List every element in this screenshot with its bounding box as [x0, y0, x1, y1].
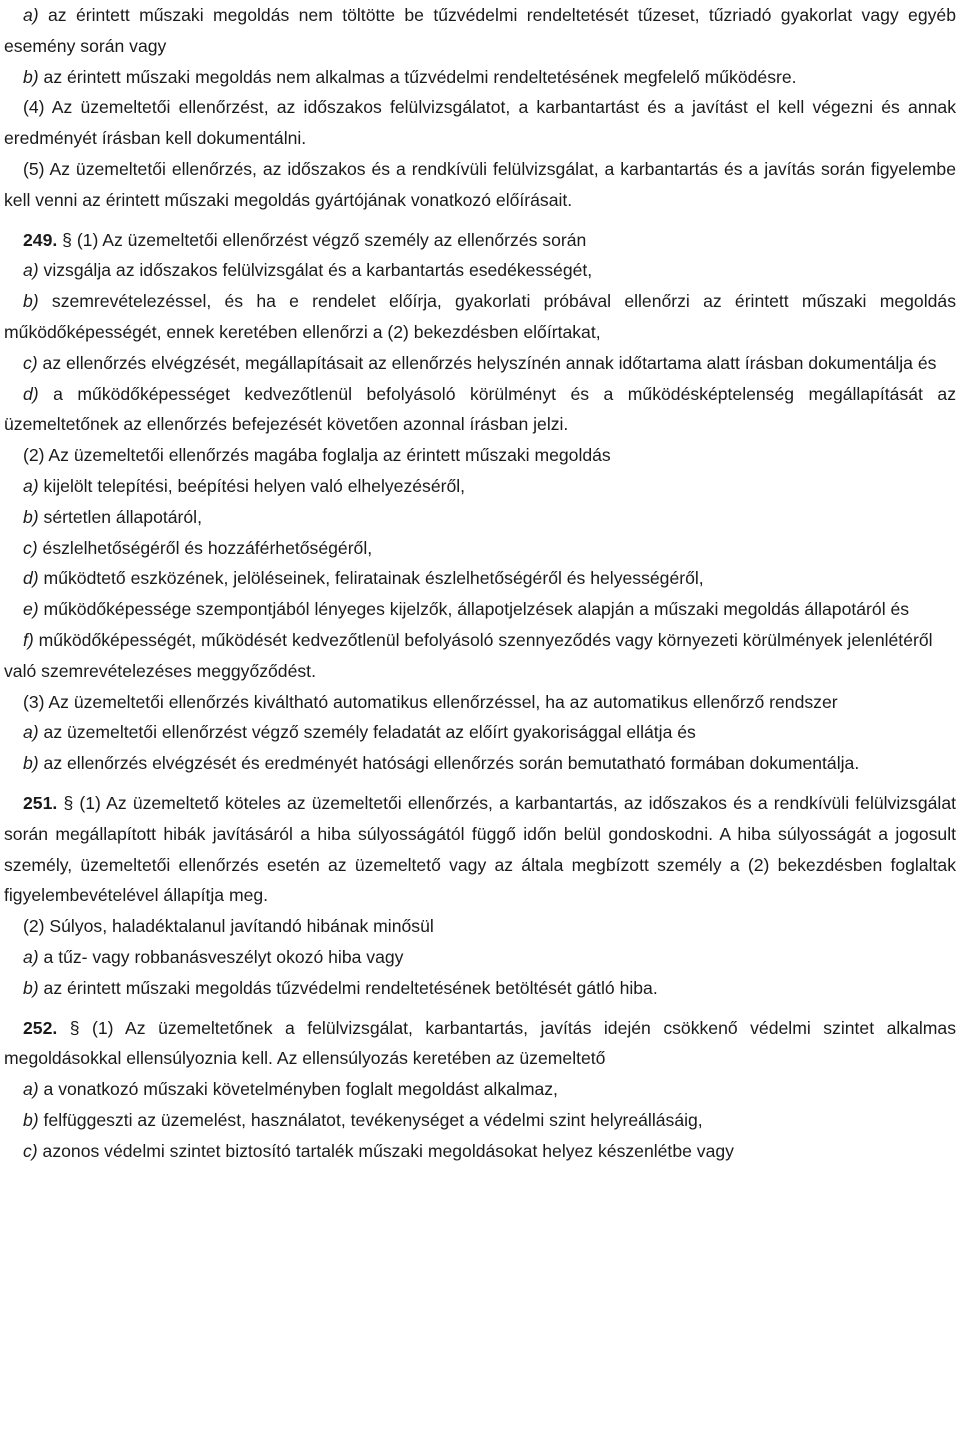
item-label: c)	[23, 537, 38, 558]
item-text: az ellenőrzés elvégzését, megállapításait az ellenőrzés helyszínén annak időtartama alatt írásban dokumentálja és	[37, 352, 937, 373]
item-label: b)	[23, 977, 39, 998]
item-text: sértetlen állapotáról,	[38, 506, 202, 527]
section-text: (1) Az üzemeltető köteles az üzemeltetői ellenőrzés, a karbantartás, az időszakos és a rendkívüli felülvizsgálat során megállapított hibák javításáról a hiba súlyosságától függő időn belül gondoskodni. A hiba súlyosságát a jogosult személy, üzemeltetői ellenőrzés esetén az üzemeltető vagy az általa megbízott személy a (2) bekezdésben foglaltak figyelembevételével állapítja meg.	[4, 792, 956, 906]
item-label: a)	[23, 475, 39, 496]
list-item	[4, 942, 956, 973]
list-item	[4, 348, 956, 379]
section-paragraph	[4, 225, 956, 256]
list-item	[4, 533, 956, 564]
list-item	[4, 1074, 956, 1105]
paragraph: (5) Az üzemeltetői ellenőrzés, az időszakos és a rendkívüli felülvizsgálat, a karbantartás és a javítás során figyelembe kell venni az érintett műszaki megoldás gyártójának vonatkozó előírásait.	[4, 158, 956, 210]
section-text: (1) Az üzemeltetői ellenőrzést végző személy az ellenőrzés során	[71, 229, 587, 250]
item-label: d)	[23, 383, 39, 404]
section-number: 251.	[23, 792, 58, 813]
item-text: működőképességét, működését kedvezőtlenül befolyásoló szennyeződés vagy környezeti körülmények jelenlétéről	[33, 629, 933, 650]
list-item	[4, 973, 956, 1004]
item-text: a vonatkozó műszaki követelményben foglalt megoldást alkalmaz,	[38, 1079, 558, 1100]
item-text: észlelhetőségéről és hozzáférhetőségéről,	[37, 537, 373, 558]
list-item	[4, 748, 956, 779]
item-label: a)	[23, 1079, 39, 1100]
item-text: szemrevételezéssel, és ha e rendelet előírja, gyakorlati próbával ellenőrzi az érintett műszaki megoldás működőképességét, ennek keretében ellenőrzi a (2) bekezdésben előírtakat,	[4, 291, 956, 342]
section-symbol: §	[62, 229, 72, 250]
paragraph: (4) Az üzemeltetői ellenőrzést, az időszakos felülvizsgálatot, a karbantartást és a javítást el kell végezni és annak eredményét írásban kell dokumentálni.	[4, 97, 956, 149]
list-item	[4, 0, 956, 62]
section-number: 252.	[23, 1017, 58, 1038]
item-label: b)	[23, 66, 39, 87]
list-item	[4, 625, 956, 656]
item-label: f)	[23, 629, 34, 650]
item-label: a)	[23, 260, 39, 281]
paragraph-continuation: való szemrevételezéses meggyőződést.	[4, 660, 316, 681]
item-text: működtető eszközének, jelöléseinek, feliratainak észlelhetőségéről és helyességéről,	[38, 568, 704, 589]
item-label: b)	[23, 291, 39, 312]
paragraph: (2) Az üzemeltetői ellenőrzés magába foglalja az érintett műszaki megoldás	[23, 445, 611, 466]
item-text: az érintett műszaki megoldás nem alkalmas a tűzvédelmi rendeltetésének megfelelő működésre.	[38, 66, 797, 87]
item-text: a működőképességet kedvezőtlenül befolyásoló körülményt és a működésképtelenség megállapítását az üzemeltetőnek az ellenőrzés befejezését követően azonnal írásban jelzi.	[4, 383, 956, 435]
item-label: d)	[23, 568, 39, 589]
list-item	[4, 563, 956, 594]
list-item	[4, 255, 956, 286]
list-item	[4, 717, 956, 748]
item-label: c)	[23, 1140, 38, 1161]
item-label: a)	[23, 5, 39, 25]
item-text: az érintett műszaki megoldás nem töltötte be tűzvédelmi rendeltetését tűzeset, tűzriadó gyakorlat vagy egyéb esemény során vagy	[4, 5, 956, 56]
section-text: (1) Az üzemeltetőnek a felülvizsgálat, karbantartás, javítás idején csökkenő védelmi szintet alkalmas megoldásokkal ellensúlyoznia kell. Az ellensúlyozás keretében az üzemeltető	[4, 1017, 957, 1069]
item-text: azonos védelmi szintet biztosító tartalék műszaki megoldásokat helyez készenlétbe vagy	[37, 1140, 734, 1161]
list-item	[4, 594, 956, 625]
section-number: 249.	[23, 229, 58, 250]
document-body	[4, 0, 956, 1166]
list-item	[4, 62, 956, 93]
list-item	[4, 1105, 956, 1136]
item-text: a tűz- vagy robbanásveszélyt okozó hiba vagy	[38, 946, 404, 967]
section-paragraph	[4, 788, 956, 911]
list-item	[4, 286, 956, 348]
item-label: a)	[23, 722, 39, 743]
item-label: a)	[23, 946, 39, 967]
item-label: c)	[23, 352, 38, 373]
item-text: felfüggeszti az üzemelést, használatot, tevékenységet a védelmi szint helyreállásáig,	[38, 1109, 703, 1130]
section-symbol: §	[69, 1017, 80, 1038]
item-text: kijelölt telepítési, beépítési helyen való elhelyezéséről,	[38, 475, 466, 496]
item-text: az érintett műszaki megoldás tűzvédelmi rendeltetésének betöltését gátló hiba.	[38, 977, 658, 998]
list-item	[4, 502, 956, 533]
list-item	[4, 471, 956, 502]
item-text: az ellenőrzés elvégzését és eredményét hatósági ellenőrzés során bemutatható formában dokumentálja.	[38, 753, 860, 774]
list-item	[4, 1136, 956, 1167]
item-label: e)	[23, 599, 39, 620]
item-text: vizsgálja az időszakos felülvizsgálat és a karbantartás esedékességét,	[38, 260, 593, 281]
paragraph: (3) Az üzemeltetői ellenőrzés kiváltható automatikus ellenőrzéssel, ha az automatikus ellenőrző rendszer	[23, 691, 838, 712]
section-symbol: §	[63, 792, 74, 813]
section-paragraph	[4, 1013, 956, 1075]
item-label: b)	[23, 506, 39, 527]
item-label: b)	[23, 753, 39, 774]
paragraph: (2) Súlyos, haladéktalanul javítandó hibának minősül	[23, 916, 434, 937]
item-text: működőképessége szempontjából lényeges kijelzők, állapotjelzések alapján a műszaki megoldás állapotáról és	[38, 599, 910, 620]
list-item	[4, 379, 956, 441]
item-text: az üzemeltetői ellenőrzést végző személy feladatát az előírt gyakorisággal ellátja és	[38, 722, 696, 743]
item-label: b)	[23, 1109, 39, 1130]
